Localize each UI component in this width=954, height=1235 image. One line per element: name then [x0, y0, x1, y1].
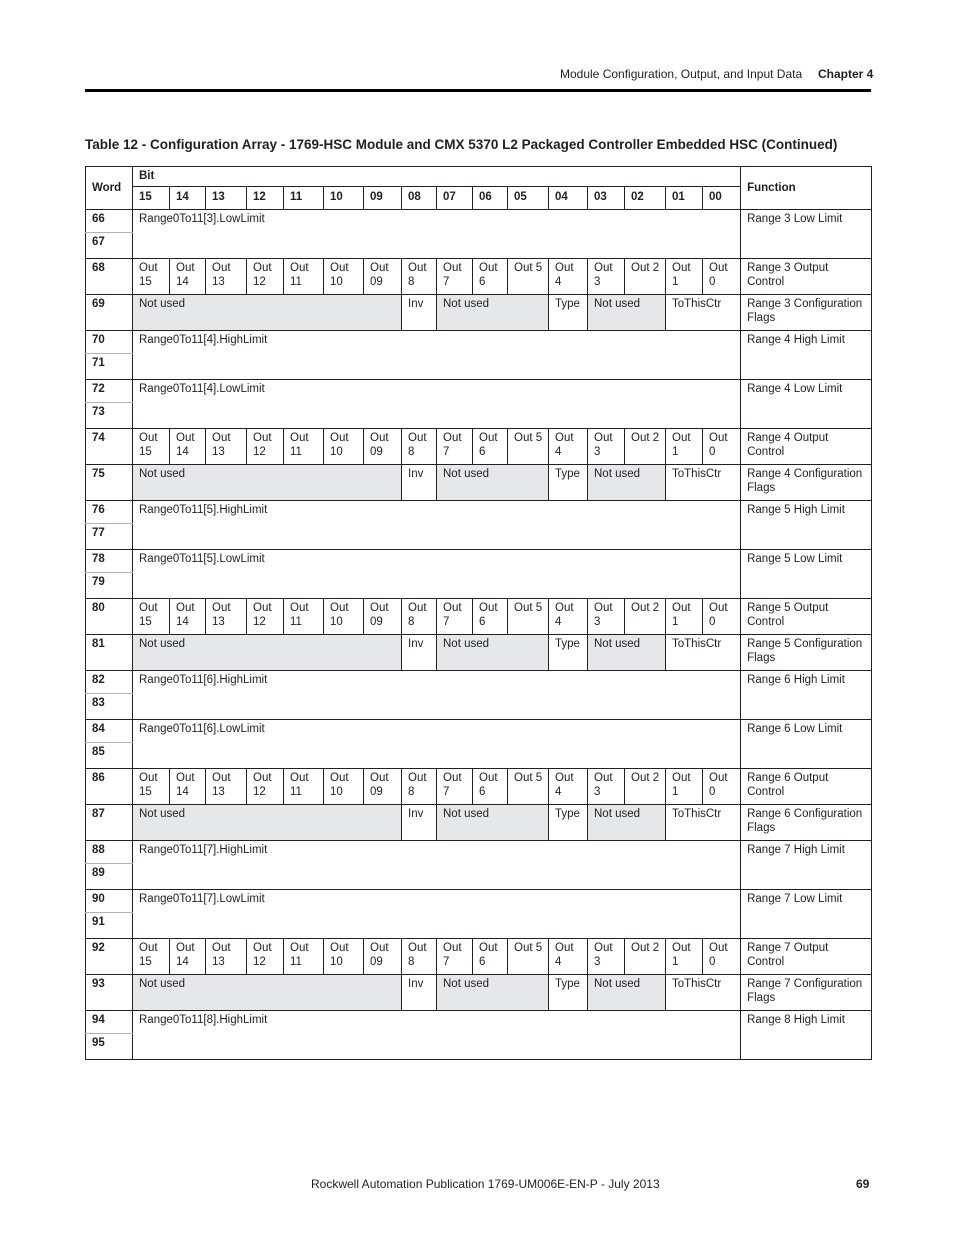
table-row: [86, 295, 872, 331]
limit-name-cell: Range0To11[7].LowLimit: [133, 890, 741, 939]
word-number-cell: 71: [86, 354, 133, 380]
function-cell: Range 7 Configuration Flags: [741, 975, 872, 1011]
limit-name-cell: Range0To11[6].LowLimit: [133, 720, 741, 769]
invert-flag-cell: Inv: [402, 635, 437, 671]
not-used-bits-cell: Not used: [437, 295, 549, 331]
function-column-header: Function: [741, 167, 872, 210]
to-this-ctr-flag-cell: ToThisCtr: [666, 975, 741, 1011]
table-row: [86, 501, 872, 524]
output-bit-cell: Out 3: [588, 259, 625, 295]
word-number-cell: 79: [86, 573, 133, 599]
table-row: [86, 805, 872, 841]
not-used-bits-cell: Not used: [133, 635, 402, 671]
output-bit-cell: Out 6: [473, 259, 508, 295]
output-bit-cell: Out 1: [666, 599, 703, 635]
output-bit-cell: Out 8: [402, 769, 437, 805]
output-bit-cell: Out 1: [666, 259, 703, 295]
limit-name-cell: Range0To11[7].HighLimit: [133, 841, 741, 890]
function-cell: Range 7 Low Limit: [741, 890, 872, 939]
not-used-bits-cell: Not used: [588, 465, 666, 501]
output-bit-cell: Out 8: [402, 429, 437, 465]
output-bit-cell: Out 10: [324, 939, 364, 975]
invert-flag-cell: Inv: [402, 295, 437, 331]
function-cell: Range 5 Output Control: [741, 599, 872, 635]
output-bit-cell: Out 10: [324, 259, 364, 295]
bit-number-cell: 03: [588, 187, 625, 210]
output-bit-cell: Out 0: [703, 599, 741, 635]
output-bit-cell: Out 13: [206, 429, 247, 465]
type-flag-cell: Type: [549, 975, 588, 1011]
page-number: 69: [856, 1177, 870, 1191]
not-used-bits-cell: Not used: [437, 635, 549, 671]
output-bit-cell: Out 3: [588, 599, 625, 635]
word-number-cell: 76: [86, 501, 133, 524]
output-bit-cell: Out 4: [549, 259, 588, 295]
invert-flag-cell: Inv: [402, 805, 437, 841]
table-row: [86, 380, 872, 403]
output-bit-cell: Out 5: [508, 599, 549, 635]
to-this-ctr-flag-cell: ToThisCtr: [666, 465, 741, 501]
output-bit-cell: Out 7: [437, 939, 473, 975]
bit-number-cell: 12: [247, 187, 284, 210]
output-bit-cell: Out 6: [473, 599, 508, 635]
output-bit-cell: Out 0: [703, 429, 741, 465]
function-cell: Range 3 Output Control: [741, 259, 872, 295]
output-bit-cell: Out 4: [549, 599, 588, 635]
output-bit-cell: Out 13: [206, 769, 247, 805]
word-number-cell: 84: [86, 720, 133, 743]
function-cell: Range 5 Low Limit: [741, 550, 872, 599]
bit-number-cell: 01: [666, 187, 703, 210]
type-flag-cell: Type: [549, 635, 588, 671]
word-number-cell: 70: [86, 331, 133, 354]
not-used-bits-cell: Not used: [133, 465, 402, 501]
output-bit-cell: Out 09: [364, 939, 402, 975]
not-used-bits-cell: Not used: [437, 465, 549, 501]
not-used-bits-cell: Not used: [588, 975, 666, 1011]
table-row: [86, 331, 872, 354]
invert-flag-cell: Inv: [402, 465, 437, 501]
output-bit-cell: Out 09: [364, 769, 402, 805]
bit-number-cell: 05: [508, 187, 549, 210]
output-bit-cell: Out 3: [588, 429, 625, 465]
limit-name-cell: Range0To11[5].LowLimit: [133, 550, 741, 599]
word-number-cell: 88: [86, 841, 133, 864]
word-number-cell: 81: [86, 635, 133, 671]
word-number-cell: 78: [86, 550, 133, 573]
output-bit-cell: Out 11: [284, 939, 324, 975]
configuration-array-table: [85, 166, 872, 1060]
table-row: [86, 429, 872, 465]
header-rule: [85, 89, 871, 92]
not-used-bits-cell: Not used: [437, 805, 549, 841]
bit-number-cell: 08: [402, 187, 437, 210]
table-row: [86, 769, 872, 805]
output-bit-cell: Out 11: [284, 769, 324, 805]
bit-number-cell: 15: [133, 187, 170, 210]
function-cell: Range 7 High Limit: [741, 841, 872, 890]
word-number-cell: 95: [86, 1034, 133, 1060]
output-bit-cell: Out 13: [206, 259, 247, 295]
type-flag-cell: Type: [549, 805, 588, 841]
output-bit-cell: Out 6: [473, 429, 508, 465]
bit-number-cell: 06: [473, 187, 508, 210]
running-header-section: Module Configuration, Output, and Input Data: [560, 67, 803, 81]
table-row: [86, 635, 872, 671]
function-cell: Range 7 Output Control: [741, 939, 872, 975]
bit-number-cell: 02: [625, 187, 666, 210]
not-used-bits-cell: Not used: [588, 805, 666, 841]
output-bit-cell: Out 8: [402, 599, 437, 635]
output-bit-cell: Out 12: [247, 599, 284, 635]
word-number-cell: 85: [86, 743, 133, 769]
word-number-cell: 67: [86, 233, 133, 259]
output-bit-cell: Out 3: [588, 769, 625, 805]
bit-number-cell: 09: [364, 187, 402, 210]
output-bit-cell: Out 6: [473, 939, 508, 975]
limit-name-cell: Range0To11[5].HighLimit: [133, 501, 741, 550]
word-number-cell: 74: [86, 429, 133, 465]
table-row: [86, 720, 872, 743]
output-bit-cell: Out 0: [703, 259, 741, 295]
table-row: [86, 890, 872, 913]
word-number-cell: 80: [86, 599, 133, 635]
output-bit-cell: Out 5: [508, 259, 549, 295]
word-number-cell: 77: [86, 524, 133, 550]
output-bit-cell: Out 09: [364, 429, 402, 465]
output-bit-cell: Out 15: [133, 259, 170, 295]
output-bit-cell: Out 15: [133, 769, 170, 805]
bit-number-cell: 10: [324, 187, 364, 210]
output-bit-cell: Out 6: [473, 769, 508, 805]
output-bit-cell: Out 1: [666, 939, 703, 975]
word-number-cell: 93: [86, 975, 133, 1011]
not-used-bits-cell: Not used: [588, 635, 666, 671]
table-body: [86, 210, 872, 1060]
output-bit-cell: Out 4: [549, 769, 588, 805]
output-bit-cell: Out 5: [508, 939, 549, 975]
running-header-chapter: Chapter 4: [818, 67, 874, 81]
output-bit-cell: Out 12: [247, 939, 284, 975]
to-this-ctr-flag-cell: ToThisCtr: [666, 805, 741, 841]
function-cell: Range 6 Low Limit: [741, 720, 872, 769]
output-bit-cell: Out 13: [206, 939, 247, 975]
table-row: [86, 975, 872, 1011]
bit-number-cell: 04: [549, 187, 588, 210]
output-bit-cell: Out 0: [703, 939, 741, 975]
output-bit-cell: Out 13: [206, 599, 247, 635]
word-column-header: Word: [86, 167, 133, 210]
output-bit-cell: Out 14: [170, 599, 206, 635]
output-bit-cell: Out 1: [666, 769, 703, 805]
word-number-cell: 73: [86, 403, 133, 429]
function-cell: Range 6 Configuration Flags: [741, 805, 872, 841]
word-number-cell: 66: [86, 210, 133, 233]
function-cell: Range 5 High Limit: [741, 501, 872, 550]
table-title: Table 12 - Configuration Array - 1769-HSC Module and CMX 5370 L2 Packaged Controller Embedded HSC (Continued): [85, 137, 838, 152]
output-bit-cell: Out 5: [508, 769, 549, 805]
word-number-cell: 91: [86, 913, 133, 939]
limit-name-cell: Range0To11[8].HighLimit: [133, 1011, 741, 1060]
not-used-bits-cell: Not used: [133, 805, 402, 841]
word-number-cell: 87: [86, 805, 133, 841]
function-cell: Range 6 Output Control: [741, 769, 872, 805]
output-bit-cell: Out 4: [549, 939, 588, 975]
table-header-row: [86, 167, 872, 187]
not-used-bits-cell: Not used: [133, 975, 402, 1011]
bit-number-cell: 14: [170, 187, 206, 210]
output-bit-cell: Out 2: [625, 599, 666, 635]
bit-column-header: Bit: [133, 167, 741, 187]
function-cell: Range 4 High Limit: [741, 331, 872, 380]
type-flag-cell: Type: [549, 295, 588, 331]
function-cell: Range 8 High Limit: [741, 1011, 872, 1060]
output-bit-cell: Out 15: [133, 599, 170, 635]
output-bit-cell: Out 2: [625, 939, 666, 975]
output-bit-cell: Out 8: [402, 939, 437, 975]
output-bit-cell: Out 09: [364, 599, 402, 635]
footer-publication: Rockwell Automation Publication 1769-UM006E-EN-P - July 2013: [311, 1177, 660, 1191]
output-bit-cell: Out 1: [666, 429, 703, 465]
output-bit-cell: Out 4: [549, 429, 588, 465]
output-bit-cell: Out 3: [588, 939, 625, 975]
word-number-cell: 72: [86, 380, 133, 403]
bit-number-cell: 11: [284, 187, 324, 210]
output-bit-cell: Out 11: [284, 429, 324, 465]
word-number-cell: 89: [86, 864, 133, 890]
output-bit-cell: Out 14: [170, 259, 206, 295]
table-row: [86, 210, 872, 233]
output-bit-cell: Out 12: [247, 259, 284, 295]
not-used-bits-cell: Not used: [588, 295, 666, 331]
output-bit-cell: Out 8: [402, 259, 437, 295]
limit-name-cell: Range0To11[4].HighLimit: [133, 331, 741, 380]
bit-number-cell: 00: [703, 187, 741, 210]
type-flag-cell: Type: [549, 465, 588, 501]
table-row: [86, 550, 872, 573]
output-bit-cell: Out 2: [625, 769, 666, 805]
limit-name-cell: Range0To11[6].HighLimit: [133, 671, 741, 720]
table-row: [86, 939, 872, 975]
word-number-cell: 68: [86, 259, 133, 295]
output-bit-cell: Out 12: [247, 429, 284, 465]
word-number-cell: 75: [86, 465, 133, 501]
output-bit-cell: Out 7: [437, 769, 473, 805]
to-this-ctr-flag-cell: ToThisCtr: [666, 295, 741, 331]
output-bit-cell: Out 7: [437, 429, 473, 465]
output-bit-cell: Out 0: [703, 769, 741, 805]
not-used-bits-cell: Not used: [133, 295, 402, 331]
word-number-cell: 86: [86, 769, 133, 805]
function-cell: Range 3 Low Limit: [741, 210, 872, 259]
output-bit-cell: Out 14: [170, 939, 206, 975]
table-row: [86, 1011, 872, 1034]
to-this-ctr-flag-cell: ToThisCtr: [666, 635, 741, 671]
function-cell: Range 4 Low Limit: [741, 380, 872, 429]
output-bit-cell: Out 15: [133, 939, 170, 975]
word-number-cell: 69: [86, 295, 133, 331]
word-number-cell: 92: [86, 939, 133, 975]
function-cell: Range 6 High Limit: [741, 671, 872, 720]
function-cell: Range 4 Configuration Flags: [741, 465, 872, 501]
word-number-cell: 90: [86, 890, 133, 913]
word-number-cell: 83: [86, 694, 133, 720]
invert-flag-cell: Inv: [402, 975, 437, 1011]
function-cell: Range 5 Configuration Flags: [741, 635, 872, 671]
table-row: [86, 841, 872, 864]
output-bit-cell: Out 10: [324, 769, 364, 805]
output-bit-cell: Out 10: [324, 599, 364, 635]
word-number-cell: 94: [86, 1011, 133, 1034]
word-number-cell: 82: [86, 671, 133, 694]
output-bit-cell: Out 7: [437, 259, 473, 295]
bit-number-cell: 07: [437, 187, 473, 210]
output-bit-cell: Out 2: [625, 259, 666, 295]
output-bit-cell: Out 14: [170, 769, 206, 805]
output-bit-cell: Out 11: [284, 259, 324, 295]
function-cell: Range 4 Output Control: [741, 429, 872, 465]
output-bit-cell: Out 09: [364, 259, 402, 295]
output-bit-cell: Out 2: [625, 429, 666, 465]
output-bit-cell: Out 15: [133, 429, 170, 465]
table-row: [86, 259, 872, 295]
bit-number-cell: 13: [206, 187, 247, 210]
function-cell: Range 3 Configuration Flags: [741, 295, 872, 331]
output-bit-cell: Out 10: [324, 429, 364, 465]
output-bit-cell: Out 12: [247, 769, 284, 805]
output-bit-cell: Out 14: [170, 429, 206, 465]
output-bit-cell: Out 7: [437, 599, 473, 635]
table-row: [86, 465, 872, 501]
table-row: [86, 671, 872, 694]
output-bit-cell: Out 5: [508, 429, 549, 465]
not-used-bits-cell: Not used: [437, 975, 549, 1011]
limit-name-cell: Range0To11[3].LowLimit: [133, 210, 741, 259]
table-row: [86, 599, 872, 635]
output-bit-cell: Out 11: [284, 599, 324, 635]
limit-name-cell: Range0To11[4].LowLimit: [133, 380, 741, 429]
